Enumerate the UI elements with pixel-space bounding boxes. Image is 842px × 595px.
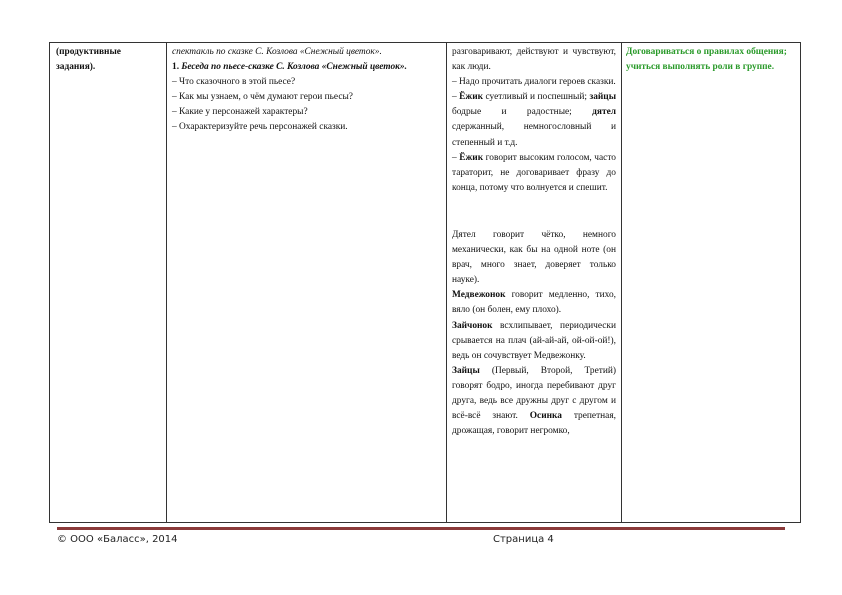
activity-line: спектакль по сказке С. Козлова «Снежный цветок». [172,47,382,57]
character-name: Зайчонок [452,320,493,331]
spacer [452,196,616,228]
question-item: – Что сказочного в этой пьесе? [172,77,296,88]
question-item: – Какие у персонажей характеры? [172,107,308,118]
answer-text: суетливый и поспешный; [483,92,590,103]
cell-activity [172,45,440,136]
question-number: 1. [172,62,180,73]
question-item: – Как мы узнаем, о чём думают герои пьесы? [172,92,353,103]
answer-text: всхлипывает, периодически срывается на плач (ай-ай-ай, ой-ой-ой!), ведь он сочувствует Медвежонку. [452,320,616,361]
footer-copyright: © ООО «Баласс», 2014 [57,534,178,545]
character-name: дятел [592,107,616,118]
answer-paragraph [452,364,616,439]
answer-text: сдержанный, немногословный и степенный и т.д. [452,122,616,148]
column-divider [166,43,167,522]
question-title: Беседа по пьесе-сказке С. Козлова «Снежный цветок». [181,62,407,73]
task-type-text: (продуктивные задания). [56,47,121,73]
answer-text: (Первый, Второй, Третий) говорят бодро, иногда перебивают друг друга, ведь все дружны друг с другом и всё-всё знают. [452,365,616,422]
column-divider [446,43,447,522]
answer-paragraph [452,90,616,150]
answer-text: бодрые и радостные; [452,107,593,118]
question-item: – Охарактеризуйте речь персонажей сказки. [172,122,348,133]
answer-paragraph: Дятел говорит чётко, немного механически, как бы на одной ноте (он врач, много знает, доверяет только науке). [452,229,616,286]
character-name: Зайцы [452,365,480,376]
answer-paragraph: – Надо прочитать диалоги героев сказки. [452,77,616,88]
answer-paragraph [452,151,616,196]
dash: – [452,92,460,103]
cell-task-type [56,45,160,75]
answer-text: трепетная, дрожащая, говорит негромко, [452,411,617,437]
cell-student-answers [452,45,616,439]
character-name: Ёжик [459,92,484,103]
answer-paragraph [452,288,616,318]
character-name: Ёжик [459,152,484,163]
dash: – [452,152,460,163]
answer-paragraph: разговаривают, действуют и чувствуют, как люди. [452,47,616,73]
content-table [49,42,801,523]
character-name: Осинка [529,411,562,422]
character-name: зайцы [589,92,617,103]
cell-competencies [626,45,796,75]
column-divider [621,43,622,522]
competency-text: Договариваться о правилах общения; учиться выполнять роли в группе. [626,47,787,73]
answer-text: говорит высоким голосом, часто тараторит, не договаривает фразу до конца, потому что волнуется и спешит. [452,152,616,193]
activity-question-heading [172,60,440,75]
answer-text: говорит медленно, тихо, вяло (он болен, ему плохо). [452,290,616,316]
answer-paragraph [452,319,616,364]
character-name: Медвежонок [452,290,506,301]
footer-rule [57,527,785,530]
footer-page-number: Страница 4 [493,534,554,545]
